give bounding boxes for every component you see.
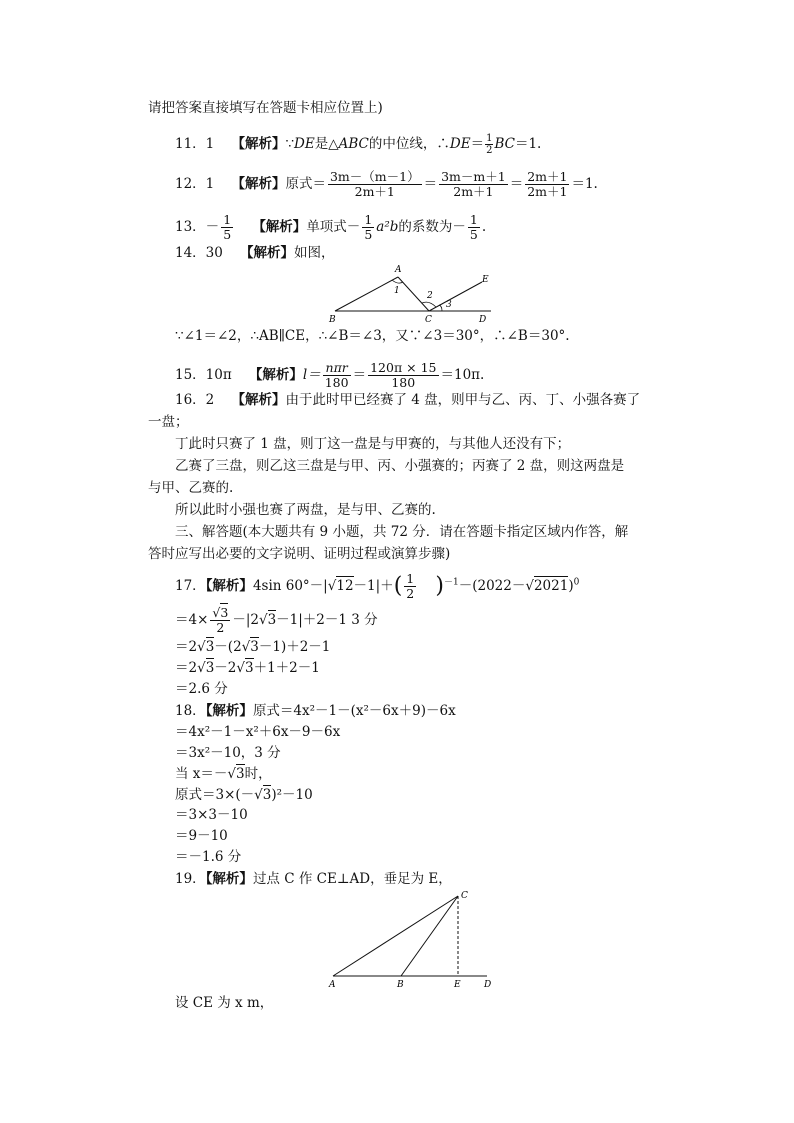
q18-step-1: ＝4x²－1－x²＋6x－9－6x — [175, 724, 341, 740]
q13-term: a²b — [376, 219, 399, 235]
q18-line — [175, 702, 456, 720]
q16-line-5: 与甲、乙赛的. — [148, 480, 234, 496]
q13-fraction-b: $\frac{1}{5}$ — [364, 212, 373, 242]
q17-step-1: ＝4× $\frac{√3}{2}$ －|2√3－1|＋2－1 3 分 — [175, 605, 378, 635]
q11-text-2: 是△ — [314, 136, 339, 152]
q17-number: 17． — [175, 578, 206, 594]
q11-text-1: ∵ — [285, 136, 295, 152]
q15-eq: ＝ — [352, 367, 367, 383]
q11-de2: DE — [449, 136, 471, 152]
q15-fraction-1: nπr 180 — [324, 360, 349, 390]
q19-text-1: 过点 C 作 CE⊥AD，垂足为 E， — [252, 871, 452, 887]
q11-analysis-tag: 【解析】 — [231, 136, 286, 152]
q17-step-4: ＝2.6 分 — [175, 681, 228, 697]
q15-text-2: ＝10π. — [440, 367, 485, 383]
q14-label-e: E — [482, 275, 489, 285]
q14-number: 14．30 — [175, 245, 223, 261]
q15-line — [175, 361, 484, 390]
q17-text-1: 4sin 60°－| — [252, 578, 328, 594]
q14-label-b: B — [329, 315, 336, 325]
q16-text-1: 由于此时甲已经赛了 4 盘，则甲与乙、丙、丁、小强各赛了 — [285, 392, 641, 408]
q17-line: 17．【解析】4sin 60°－|√12－1|＋( $\frac{1}{2}$ )$^{-1}-(2022-√2021)^0$ — [175, 571, 580, 601]
q19-label-c: C — [461, 891, 468, 901]
q12-analysis-tag: 【解析】 — [231, 176, 286, 192]
q19-analysis-tag: 【解析】 — [205, 871, 253, 887]
q19-line — [175, 870, 452, 888]
q14-line-ce — [429, 282, 482, 311]
q17-sqrt-12: 12 — [336, 578, 354, 594]
q14-reasoning: ∵∠1＝∠2，∴AB∥CE，∴∠B＝∠3，又∵∠3＝30°，∴∠B＝30°. — [175, 328, 570, 344]
q18-step-5: ＝3×3－10 — [175, 807, 248, 823]
q17-text-3: －(2022－ — [458, 578, 526, 594]
q11-line — [175, 133, 541, 156]
q15-number: 15．10π — [175, 367, 232, 383]
q17-sqrt3-over-2: $\frac{√3}{2}$ — [212, 605, 229, 635]
q17-text-4: ) — [568, 578, 574, 594]
q15-analysis-tag: 【解析】 — [248, 367, 303, 383]
q17-sqrt-2021: 2021 — [533, 578, 569, 594]
q11-text-4: ＝ — [470, 136, 485, 152]
q11-de: DE — [294, 136, 315, 152]
q19-last-line: 设 CE 为 x m， — [175, 995, 274, 1011]
q13-text-1: 单项式－ — [306, 219, 361, 235]
q13-line — [175, 213, 486, 242]
q16-line-6: 所以此时小强也赛了两盘，是与甲、乙赛的. — [175, 502, 436, 518]
q15-text-1: l＝ — [302, 367, 321, 383]
q16-line-4: 乙赛了三盘，则乙这三盘是与甲、丙、小强赛的；丙赛了 2 盘，则这两盘是 — [175, 458, 625, 474]
q12-text-1: 原式＝ — [285, 176, 326, 192]
q17-step-2: ＝2√3－(2√3－1)＋2－1 — [175, 639, 331, 655]
q19-label-b: B — [397, 980, 404, 990]
q12-fraction-2: $\frac{3m-m+1}{2m+1}$ — [441, 169, 506, 199]
q14-label-c: C — [425, 315, 432, 325]
q14-text-1: 如图， — [294, 245, 335, 261]
q19-line-ac — [333, 896, 458, 976]
q17-half: $\frac{1}{2}$ — [406, 571, 415, 601]
section-3-heading: 三、解答题(本大题共有 9 小题，共 72 分．请在答题卡指定区域内作答，解 — [175, 524, 629, 540]
q18-step-2: ＝3x²－10，3 分 — [175, 745, 281, 761]
q17-analysis-tag: 【解析】 — [205, 578, 253, 594]
q16-analysis-tag: 【解析】 — [231, 392, 286, 408]
q16-number: 16．2 — [175, 392, 215, 408]
q18-step-6: ＝9－10 — [175, 828, 228, 844]
q18-step-4: 原式＝3×(－√3)²－10 — [175, 787, 313, 803]
q12-eq-2: ＝ — [509, 176, 524, 192]
q13-analysis-tag: 【解析】 — [252, 219, 307, 235]
q14-analysis-tag: 【解析】 — [240, 245, 295, 261]
q11-fraction: $\frac{1}{2}$ — [486, 133, 493, 156]
q11-text-3: 的中位线，∴ — [368, 136, 450, 152]
q14-label-1: 1 — [394, 286, 400, 296]
q17-exp-neg1: －1 — [444, 577, 459, 588]
q12-line — [175, 170, 598, 199]
q14-label-2: 2 — [427, 291, 433, 301]
q13-fraction-c: $\frac{1}{5}$ — [469, 212, 478, 242]
q11-bc: BC — [494, 136, 515, 152]
q14-label-d: D — [479, 315, 487, 325]
header-text: 请把答案直接填写在答题卡相应位置上) — [148, 100, 383, 116]
q19-label-e: E — [454, 980, 461, 990]
q12-text-2: ＝1. — [571, 176, 598, 192]
q16-line-2: 一盘； — [148, 414, 189, 430]
q12-fraction-3: $\frac{2m+1}{2m+1}$ — [527, 169, 568, 199]
q14-angle-3-arc — [439, 305, 442, 311]
q19-label-a: A — [329, 980, 336, 990]
q12-fraction-1: $\frac{3m-(m-1)}{2m+1}$ — [329, 169, 420, 199]
q14-label-3: 3 — [446, 300, 452, 310]
q17-text-2: －1|＋ — [353, 578, 394, 594]
q11-abc: ABC — [338, 136, 369, 152]
q16-line-1 — [175, 391, 640, 409]
q13-text-2: 的系数为－ — [398, 219, 466, 235]
q14-label-a: A — [395, 265, 402, 275]
q17-exp-0: 0 — [573, 577, 580, 588]
q12-eq-1: ＝ — [423, 176, 438, 192]
q17-step-3: ＝2√3－2√3＋1＋2－1 — [175, 660, 320, 676]
q11-text-5: ＝1. — [514, 136, 542, 152]
q18-number: 18． — [175, 703, 206, 719]
q14-line — [175, 244, 335, 262]
q18-text-1: 原式＝4x²－1－(x²－6x＋9)－6x — [252, 703, 456, 719]
q16-line-3: 丁此时只赛了 1 盘，则丁这一盘是与甲赛的，与其他人还没有下； — [175, 436, 571, 452]
section-3-heading-2: 答时应写出必要的文字说明、证明过程或演算步骤) — [148, 546, 451, 562]
q13-answer-fraction: $\frac{1}{5}$ — [223, 212, 232, 242]
q14-line-ba — [335, 277, 398, 311]
q13-number: 13．－ — [175, 219, 220, 235]
q13-text-3: . — [481, 219, 487, 235]
q14-figure — [325, 260, 505, 330]
q19-figure — [325, 888, 500, 990]
q19-label-d: D — [484, 980, 492, 990]
q18-step-7: ＝－1.6 分 — [175, 849, 242, 865]
q12-number: 12．1 — [175, 176, 215, 192]
q15-fraction-2: $\frac{120\pi \times 15}{180}$ — [370, 360, 437, 390]
q18-analysis-tag: 【解析】 — [205, 703, 253, 719]
q19-number: 19． — [175, 871, 206, 887]
q18-step-3: 当 x＝－√3时， — [175, 766, 272, 782]
q19-line-bc — [401, 896, 458, 976]
q11-number: 11．1 — [175, 136, 215, 152]
